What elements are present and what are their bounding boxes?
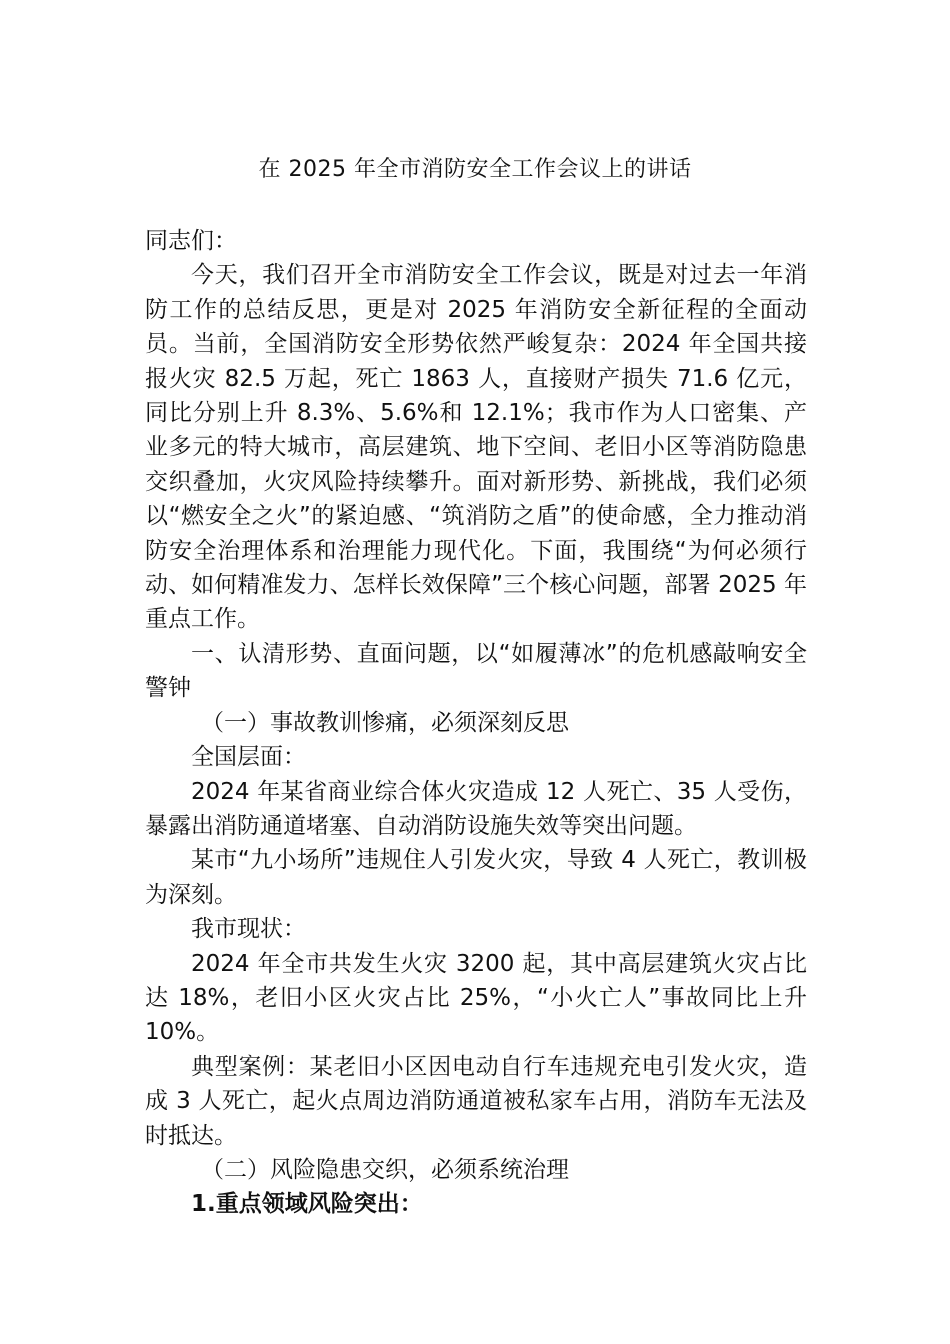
paragraph-intro: 今天，我们召开全市消防安全工作会议，既是对过去一年消防工作的总结反思，更是对 2025 年消防安全新征程的全面动员。当前，全国消防安全形势依然严峻复杂：2024 年全国共接报火灾 82.5 万起，死亡 1863 人，直接财产损失 71.6 亿元，同比分别上升 8.3%、5.6%和 12.1%；我市作为人口密集、产业多元的特大城市，高层建筑、地下空间、老旧小区等消防隐患交织叠加，火灾风险持续攀升。面对新形势、新挑战，我们必须以“燃安全之火”的紧迫感、“筑消防之盾”的使命感，全力推动消防安全治理体系和治理能力现代化。下面，我围绕“为何必须行动、如何精准发力、怎样长效保障”三个核心问题，部署 2025 年重点工作。 (145, 262, 807, 633)
subsection-heading-2: （二）风险隐患交织，必须系统治理 (201, 1156, 569, 1183)
paragraph-national-case-1: 2024 年某省商业综合体火灾造成 12 人死亡、35 人受伤，暴露出消防通道堵塞、自动消防设施失效等突出问题。 (145, 778, 807, 839)
subsection-heading-1: （一）事故教训惨痛，必须深刻反思 (201, 709, 569, 736)
document-title: 在 2025 年全市消防安全工作会议上的讲话 (258, 157, 692, 182)
document-body (145, 224, 807, 1222)
paragraph-salutation: 同志们： (145, 228, 237, 254)
paragraph-city-stats: 2024 年全市共发生火灾 3200 起，其中高层建筑火灾占比达 18%，老旧小区火灾占比 25%，“小火亡人”事故同比上升 10%。 (145, 950, 807, 1046)
paragraph-national-label: 全国层面： (191, 744, 306, 771)
paragraph-typical-case: 典型案例：某老旧小区因电动自行车违规充电引发火灾，造成 3 人死亡，起火点周边消防通道被私家车占用，消防车无法及时抵达。 (145, 1053, 807, 1149)
section-heading-1: 一、认清形势、直面问题，以“如履薄冰”的危机感敲响安全警钟 (145, 640, 807, 702)
numbered-heading-1: 1.重点领域风险突出： (191, 1191, 423, 1218)
paragraph-city-label: 我市现状： (191, 916, 306, 943)
paragraph-national-case-2: 某市“九小场所”违规住人引发火灾，导致 4 人死亡，教训极为深刻。 (145, 847, 807, 908)
